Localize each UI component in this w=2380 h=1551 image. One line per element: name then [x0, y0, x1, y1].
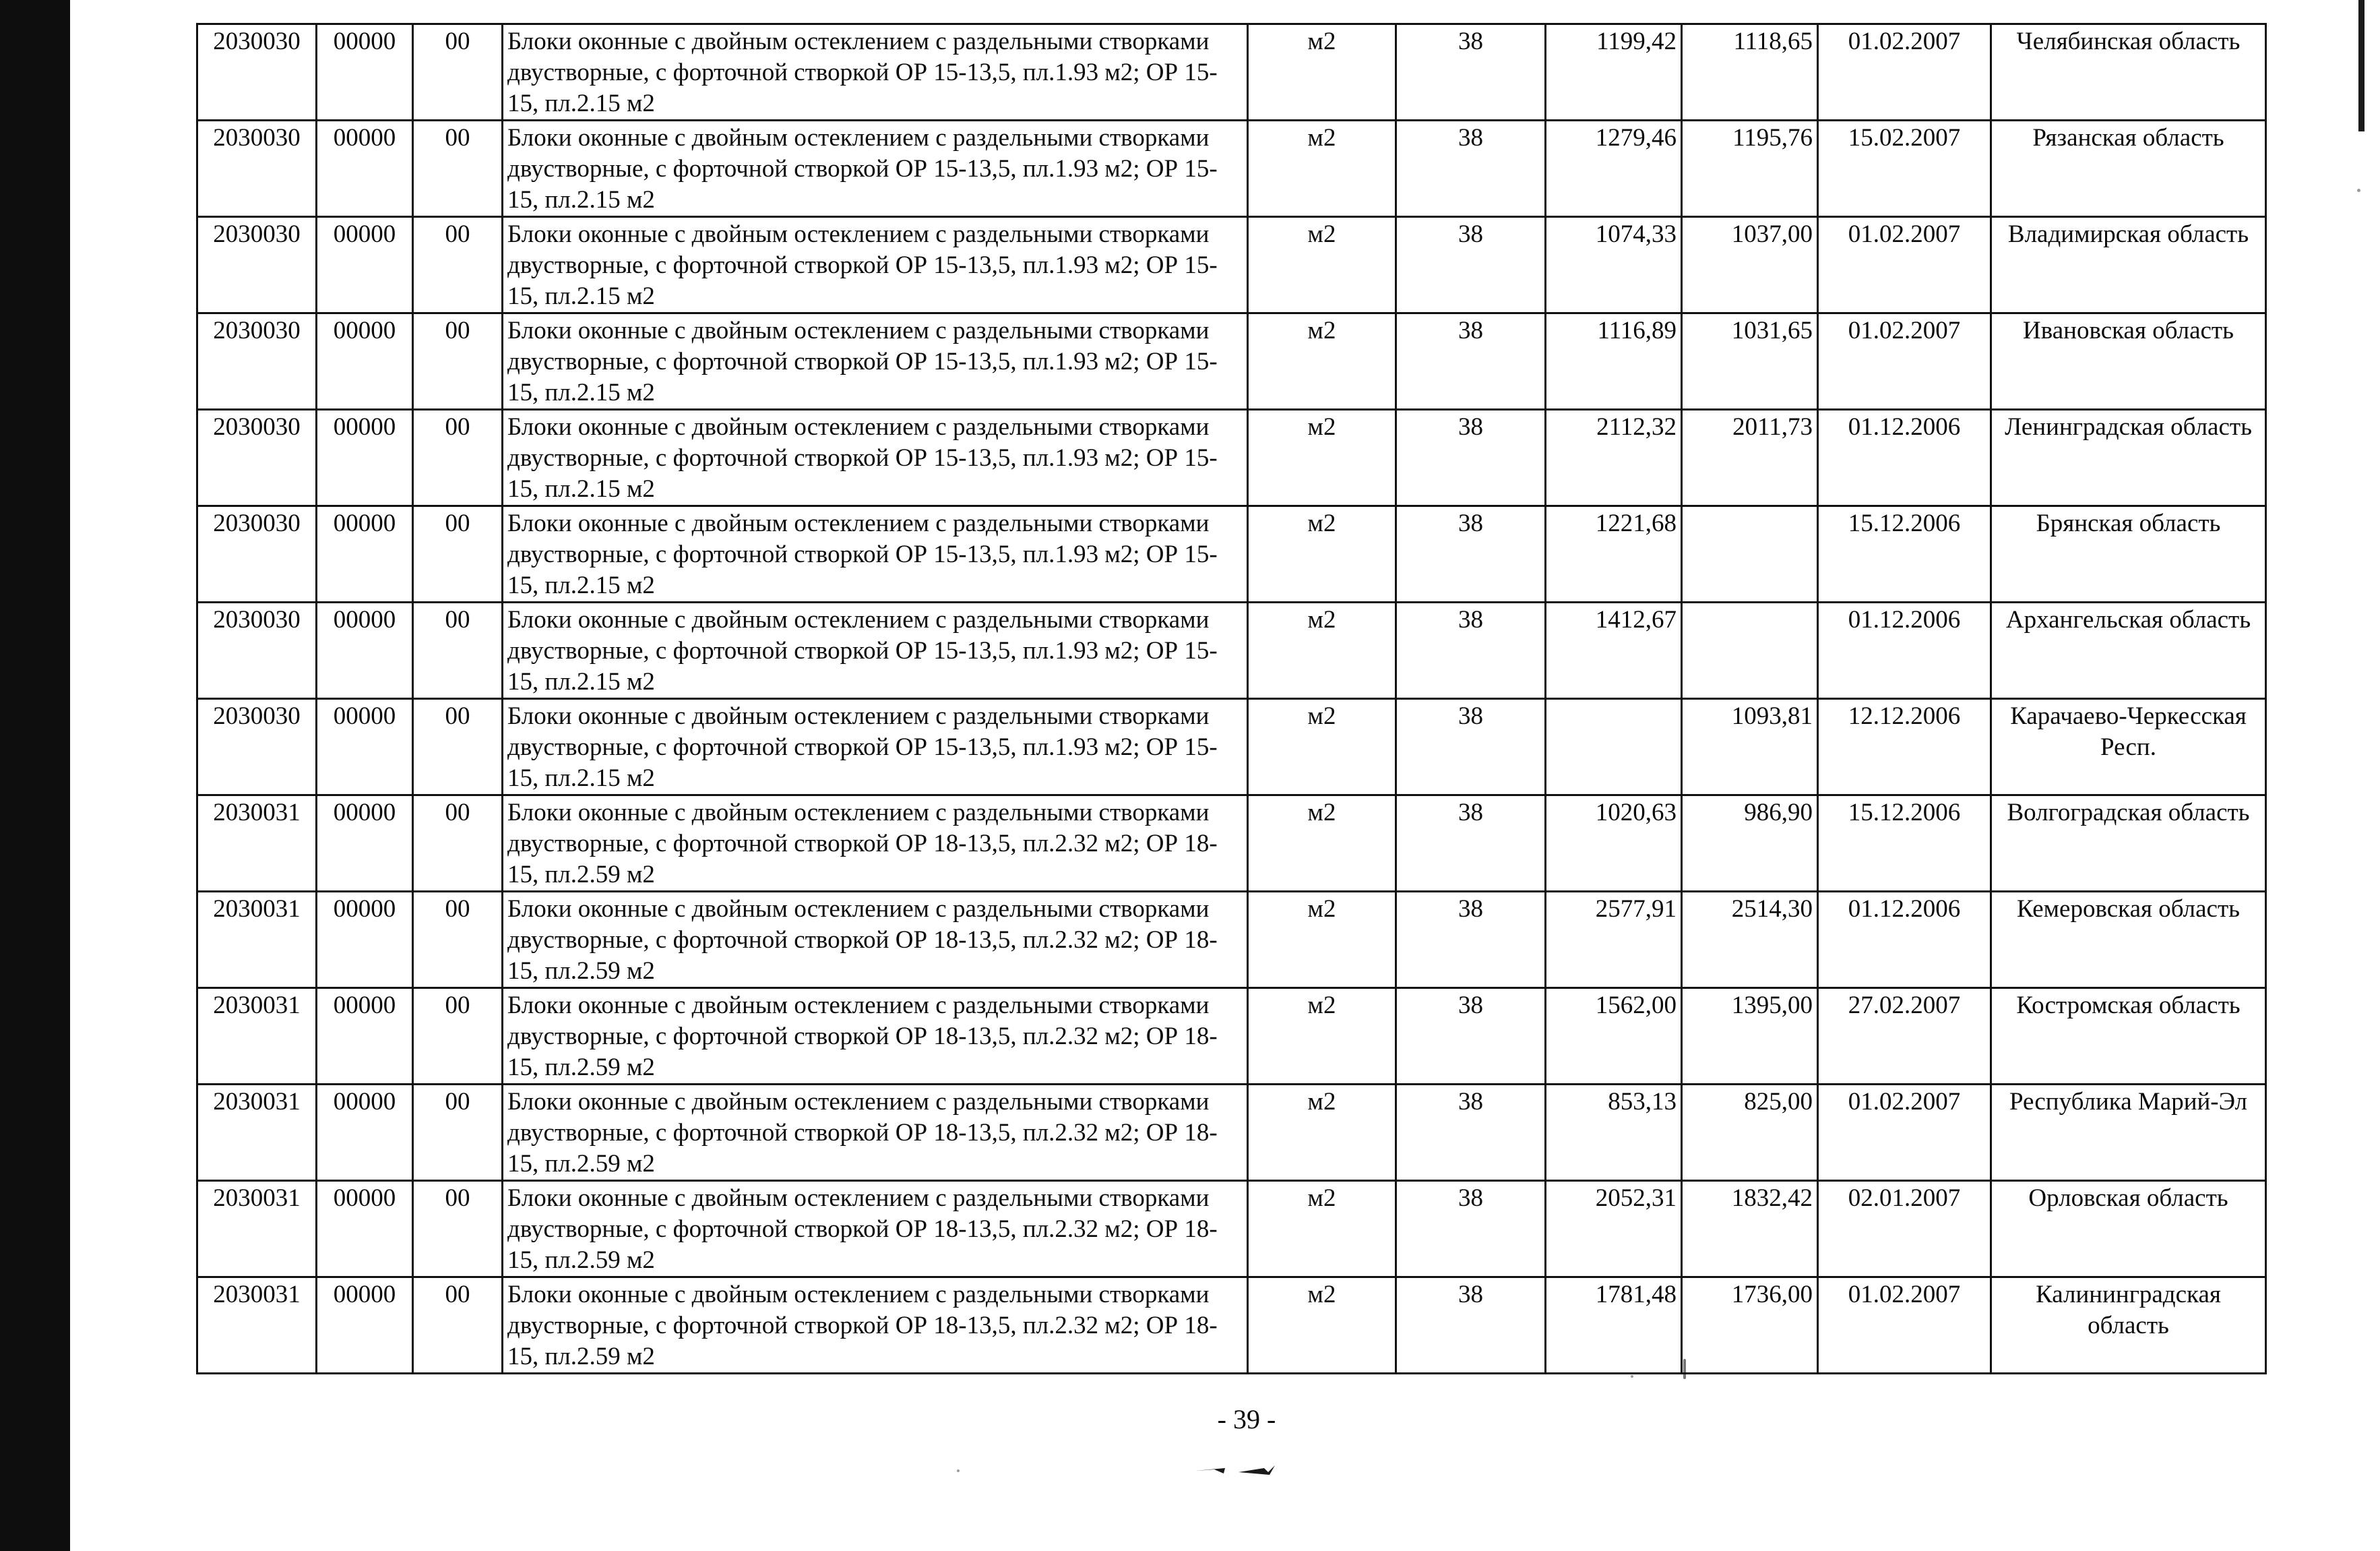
cell-version: 00 [413, 313, 503, 410]
cell-quantity: 38 [1396, 313, 1546, 410]
cell-region: Челябинская область [1991, 24, 2266, 121]
table-row [197, 988, 2266, 1085]
cell-code: 2030030 [197, 506, 317, 603]
cell-subcode: 00000 [317, 795, 413, 892]
cell-version: 00 [413, 1085, 503, 1181]
cell-date: 01.02.2007 [1818, 1085, 1991, 1181]
cell-price-1: 1199,42 [1546, 24, 1682, 121]
cell-unit: м2 [1248, 892, 1396, 988]
cell-price-1: 1562,00 [1546, 988, 1682, 1085]
cell-item-name: Блоки оконные с двойным остеклением с раздельными створками двустворные, с форточной створкой ОР 15-13,5, пл.1.93 м2; ОР 15-15, пл.2.15 м2 [503, 699, 1248, 795]
cell-item-name: Блоки оконные с двойным остеклением с раздельными створками двустворные, с форточной створкой ОР 18-13,5, пл.2.32 м2; ОР 18-15, пл.2.59 м2 [503, 988, 1248, 1085]
cell-date: 12.12.2006 [1818, 699, 1991, 795]
page-number: - 39 - [1217, 1404, 1276, 1434]
cell-price-1: 2577,91 [1546, 892, 1682, 988]
table-row [197, 1085, 2266, 1181]
scan-speck [2357, 189, 2360, 192]
cell-region: Карачаево-Черкесская Респ. [1991, 699, 2266, 795]
cell-date: 15.12.2006 [1818, 795, 1991, 892]
cell-item-name: Блоки оконные с двойным остеклением с раздельными створками двустворные, с форточной створкой ОР 15-13,5, пл.1.93 м2; ОР 15-15, пл.2.15 м2 [503, 506, 1248, 603]
cell-version: 00 [413, 699, 503, 795]
cell-price-2: 986,90 [1682, 795, 1818, 892]
cell-unit: м2 [1248, 121, 1396, 217]
cell-price-2 [1682, 603, 1818, 699]
cell-unit: м2 [1248, 410, 1396, 506]
cell-subcode: 00000 [317, 313, 413, 410]
cell-quantity: 38 [1396, 410, 1546, 506]
cell-code: 2030030 [197, 410, 317, 506]
cell-price-1: 2112,32 [1546, 410, 1682, 506]
cell-date: 01.12.2006 [1818, 410, 1991, 506]
cell-region: Ивановская область [1991, 313, 2266, 410]
cell-region: Орловская область [1991, 1181, 2266, 1277]
cell-region: Калининградская область [1991, 1277, 2266, 1374]
table-row [197, 217, 2266, 313]
cell-subcode: 00000 [317, 217, 413, 313]
cell-quantity: 38 [1396, 121, 1546, 217]
table-row [197, 121, 2266, 217]
cell-quantity: 38 [1396, 988, 1546, 1085]
cell-price-2 [1682, 506, 1818, 603]
cell-unit: м2 [1248, 699, 1396, 795]
cell-price-1: 1221,68 [1546, 506, 1682, 603]
cell-price-2: 2514,30 [1682, 892, 1818, 988]
cell-price-2: 1093,81 [1682, 699, 1818, 795]
cell-item-name: Блоки оконные с двойным остеклением с раздельными створками двустворные, с форточной створкой ОР 15-13,5, пл.1.93 м2; ОР 15-15, пл.2.15 м2 [503, 217, 1248, 313]
cell-date: 01.02.2007 [1818, 24, 1991, 121]
cell-price-1: 1074,33 [1546, 217, 1682, 313]
cell-region: Брянская область [1991, 506, 2266, 603]
cell-item-name: Блоки оконные с двойным остеклением с раздельными створками двустворные, с форточной створкой ОР 18-13,5, пл.2.32 м2; ОР 18-15, пл.2.59 м2 [503, 1277, 1248, 1374]
cell-unit: м2 [1248, 313, 1396, 410]
cell-date: 01.02.2007 [1818, 1277, 1991, 1374]
cell-code: 2030031 [197, 1085, 317, 1181]
cell-version: 00 [413, 988, 503, 1085]
cell-item-name: Блоки оконные с двойным остеклением с раздельными створками двустворные, с форточной створкой ОР 15-13,5, пл.1.93 м2; ОР 15-15, пл.2.15 м2 [503, 121, 1248, 217]
cell-quantity: 38 [1396, 603, 1546, 699]
cell-unit: м2 [1248, 988, 1396, 1085]
table-row [197, 795, 2266, 892]
cell-date: 01.12.2006 [1818, 892, 1991, 988]
cell-subcode: 00000 [317, 988, 413, 1085]
cell-unit: м2 [1248, 603, 1396, 699]
cell-subcode: 00000 [317, 121, 413, 217]
cell-item-name: Блоки оконные с двойным остеклением с раздельными створками двустворные, с форточной створкой ОР 15-13,5, пл.1.93 м2; ОР 15-15, пл.2.15 м2 [503, 24, 1248, 121]
cell-code: 2030030 [197, 699, 317, 795]
table-row [197, 506, 2266, 603]
cell-unit: м2 [1248, 24, 1396, 121]
table-row [197, 699, 2266, 795]
cell-version: 00 [413, 410, 503, 506]
cell-quantity: 38 [1396, 795, 1546, 892]
cell-quantity: 38 [1396, 1085, 1546, 1181]
cell-date: 02.01.2007 [1818, 1181, 1991, 1277]
cell-price-2: 825,00 [1682, 1085, 1818, 1181]
table-row [197, 24, 2266, 121]
table-row [197, 1181, 2266, 1277]
cell-region: Ленинградская область [1991, 410, 2266, 506]
cell-price-2: 1736,00 [1682, 1277, 1818, 1374]
cell-unit: м2 [1248, 217, 1396, 313]
cell-unit: м2 [1248, 1277, 1396, 1374]
cell-quantity: 38 [1396, 217, 1546, 313]
cell-code: 2030031 [197, 795, 317, 892]
scan-mark [1194, 1456, 1288, 1483]
cell-code: 2030030 [197, 603, 317, 699]
cell-price-1: 1116,89 [1546, 313, 1682, 410]
scan-speck [1631, 1375, 1633, 1378]
cell-version: 00 [413, 1181, 503, 1277]
cell-region: Кемеровская область [1991, 892, 2266, 988]
cell-subcode: 00000 [317, 24, 413, 121]
cell-date: 27.02.2007 [1818, 988, 1991, 1085]
cell-date: 15.12.2006 [1818, 506, 1991, 603]
cell-subcode: 00000 [317, 1085, 413, 1181]
cell-subcode: 00000 [317, 506, 413, 603]
cell-region: Владимирская область [1991, 217, 2266, 313]
table-row [197, 410, 2266, 506]
cell-unit: м2 [1248, 1181, 1396, 1277]
cell-price-2: 1031,65 [1682, 313, 1818, 410]
cell-version: 00 [413, 892, 503, 988]
table-row [197, 892, 2266, 988]
cell-item-name: Блоки оконные с двойным остеклением с раздельными створками двустворные, с форточной створкой ОР 18-13,5, пл.2.32 м2; ОР 18-15, пл.2.59 м2 [503, 795, 1248, 892]
cell-code: 2030031 [197, 1277, 317, 1374]
cell-date: 01.02.2007 [1818, 217, 1991, 313]
cell-price-2: 1195,76 [1682, 121, 1818, 217]
cell-price-1 [1546, 699, 1682, 795]
table-row [197, 1277, 2266, 1374]
cell-price-1: 1781,48 [1546, 1277, 1682, 1374]
cell-unit: м2 [1248, 1085, 1396, 1181]
cell-item-name: Блоки оконные с двойным остеклением с раздельными створками двустворные, с форточной створкой ОР 18-13,5, пл.2.32 м2; ОР 18-15, пл.2.59 м2 [503, 1181, 1248, 1277]
cell-date: 01.12.2006 [1818, 603, 1991, 699]
cell-date: 15.02.2007 [1818, 121, 1991, 217]
cell-version: 00 [413, 603, 503, 699]
cell-code: 2030031 [197, 1181, 317, 1277]
scan-edge-right [2358, 0, 2365, 131]
cell-quantity: 38 [1396, 892, 1546, 988]
cell-item-name: Блоки оконные с двойным остеклением с раздельными створками двустворные, с форточной створкой ОР 15-13,5, пл.1.93 м2; ОР 15-15, пл.2.15 м2 [503, 313, 1248, 410]
cell-quantity: 38 [1396, 506, 1546, 603]
cell-unit: м2 [1248, 795, 1396, 892]
cell-code: 2030030 [197, 121, 317, 217]
cell-subcode: 00000 [317, 603, 413, 699]
cell-region: Костромская область [1991, 988, 2266, 1085]
table-body [197, 24, 2266, 1374]
cell-quantity: 38 [1396, 1181, 1546, 1277]
cell-region: Республика Марий-Эл [1991, 1085, 2266, 1181]
cell-version: 00 [413, 121, 503, 217]
cell-date: 01.02.2007 [1818, 313, 1991, 410]
cell-price-2: 2011,73 [1682, 410, 1818, 506]
cell-version: 00 [413, 24, 503, 121]
cell-version: 00 [413, 1277, 503, 1374]
cell-code: 2030031 [197, 988, 317, 1085]
price-table [196, 23, 2267, 1374]
cell-region: Архангельская область [1991, 603, 2266, 699]
cell-region: Рязанская область [1991, 121, 2266, 217]
cell-price-1: 853,13 [1546, 1085, 1682, 1181]
cell-quantity: 38 [1396, 1277, 1546, 1374]
cell-price-2: 1118,65 [1682, 24, 1818, 121]
table-row [197, 313, 2266, 410]
cell-subcode: 00000 [317, 1181, 413, 1277]
cell-code: 2030030 [197, 313, 317, 410]
scan-edge-left [0, 0, 70, 1551]
cell-item-name: Блоки оконные с двойным остеклением с раздельными створками двустворные, с форточной створкой ОР 18-13,5, пл.2.32 м2; ОР 18-15, пл.2.59 м2 [503, 892, 1248, 988]
cell-price-1: 1279,46 [1546, 121, 1682, 217]
cell-subcode: 00000 [317, 699, 413, 795]
cell-quantity: 38 [1396, 699, 1546, 795]
cell-code: 2030031 [197, 892, 317, 988]
cell-code: 2030030 [197, 24, 317, 121]
cell-region: Волгоградская область [1991, 795, 2266, 892]
cell-version: 00 [413, 217, 503, 313]
cell-price-1: 1020,63 [1546, 795, 1682, 892]
cell-price-1: 2052,31 [1546, 1181, 1682, 1277]
cell-item-name: Блоки оконные с двойным остеклением с раздельными створками двустворные, с форточной створкой ОР 15-13,5, пл.1.93 м2; ОР 15-15, пл.2.15 м2 [503, 603, 1248, 699]
cell-item-name: Блоки оконные с двойным остеклением с раздельными створками двустворные, с форточной створкой ОР 18-13,5, пл.2.32 м2; ОР 18-15, пл.2.59 м2 [503, 1085, 1248, 1181]
cell-subcode: 00000 [317, 410, 413, 506]
scan-speck [957, 1469, 960, 1472]
cell-version: 00 [413, 506, 503, 603]
cell-price-2: 1395,00 [1682, 988, 1818, 1085]
cell-subcode: 00000 [317, 892, 413, 988]
table-row [197, 603, 2266, 699]
cell-price-2: 1037,00 [1682, 217, 1818, 313]
cell-item-name: Блоки оконные с двойным остеклением с раздельными створками двустворные, с форточной створкой ОР 15-13,5, пл.1.93 м2; ОР 15-15, пл.2.15 м2 [503, 410, 1248, 506]
cell-price-1: 1412,67 [1546, 603, 1682, 699]
cell-quantity: 38 [1396, 24, 1546, 121]
cell-subcode: 00000 [317, 1277, 413, 1374]
cell-version: 00 [413, 795, 503, 892]
cell-code: 2030030 [197, 217, 317, 313]
cell-unit: м2 [1248, 506, 1396, 603]
cell-price-2: 1832,42 [1682, 1181, 1818, 1277]
